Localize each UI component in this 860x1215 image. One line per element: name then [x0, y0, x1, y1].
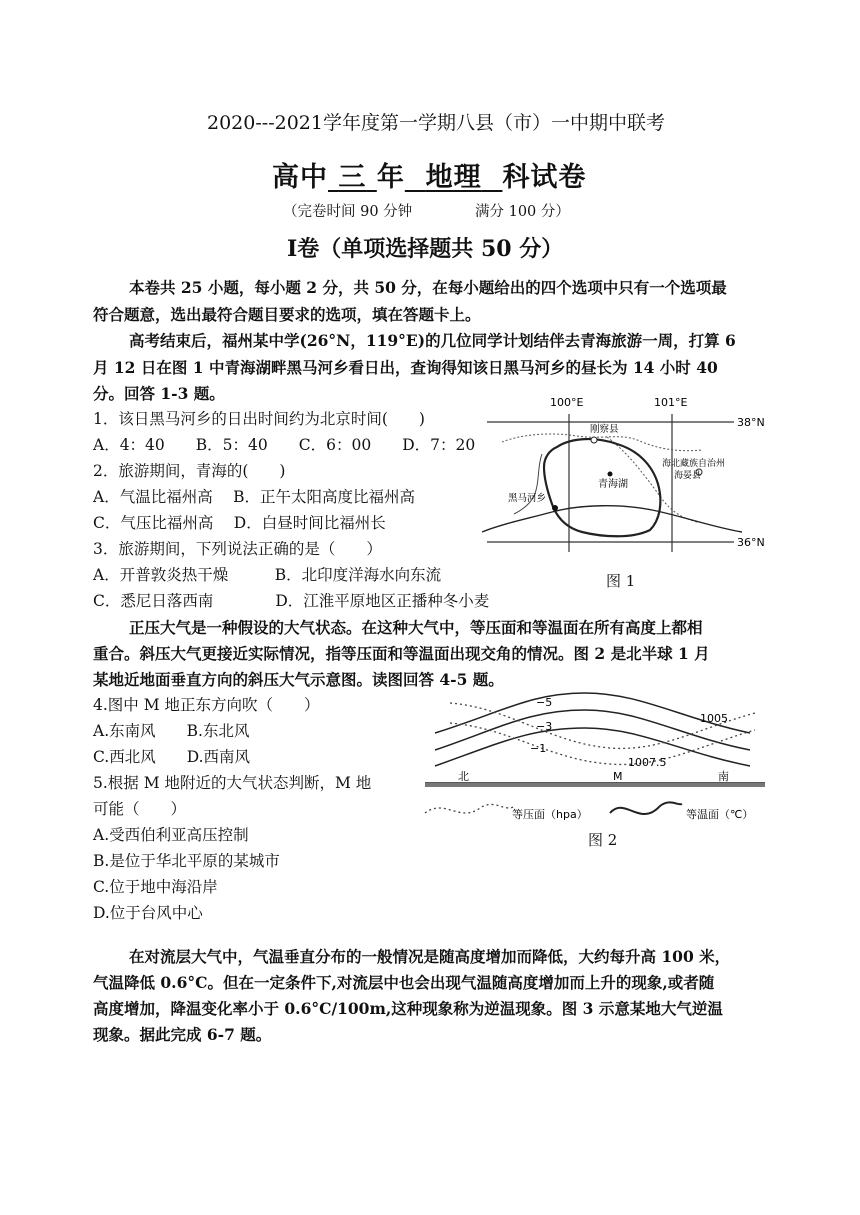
- q1-stem: 1．该日黑马河乡的日出时间约为北京时间( ): [93, 410, 425, 428]
- south-label: 南: [718, 770, 729, 783]
- passage1-line-1: 高考结束后，福州某中学(26°N，119°E)的几位同学计划结伴去青海旅游一周，打算 6: [129, 331, 736, 350]
- river: [514, 454, 542, 514]
- exam-title: [272, 155, 586, 194]
- q4-options-cd: C.西北风 D.西南风: [93, 748, 251, 766]
- lat-36-label: 36°N: [737, 536, 765, 549]
- passage3-line-3: 高度增加，降温变化率小于 0.6°C/100m,这种现象称为逆温现象。图 3 示意某地大气逆温: [93, 999, 723, 1018]
- north-label: 北: [458, 770, 469, 783]
- intro-line-1: 本卷共 25 小题，每小题 2 分，共 50 分，在每小题给出的四个选项中只有一个选项最: [129, 278, 727, 297]
- q2-options-ab: A．气温比福州高 B．正午太阳高度比福州高: [93, 488, 416, 506]
- q3-stem: 3．旅游期间，下列说法正确的是（ ）: [93, 540, 382, 558]
- haibei-label: 海北藏族自治州: [662, 459, 726, 469]
- isotherm-minus3-label: −3: [536, 720, 553, 733]
- legend-dotted-icon: [425, 804, 515, 813]
- isobar-10075-label: 1007.5: [628, 756, 667, 769]
- passage2-line-1: 正压大气是一种假设的大气状态。在这种大气中，等压面和等温面在所有高度上都相: [129, 618, 703, 637]
- figure-2-caption: 图 2: [588, 831, 618, 849]
- time-note: （完卷时间 90 分钟: [283, 204, 413, 220]
- q2-options-cd: C．气压比福州高 D．白昼时间比福州长: [93, 514, 386, 532]
- figure-2-diagram: [420, 688, 770, 828]
- passage3-line-2: 气温降低 0.6°C。但在一定条件下,对流层中也会出现气温随高度增加而上升的现象,或者随: [93, 973, 715, 992]
- exam-header: 2020---2021学年度第一学期八县（市）一中期中联考: [207, 112, 665, 134]
- q4-options-ab: A.东南风 B.东北风: [93, 722, 250, 740]
- q2-stem: 2．旅游期间，青海的( ): [93, 462, 286, 480]
- q5-option-b: B.是位于华北平原的某城市: [93, 852, 280, 870]
- passage2-line-3: 某地近地面垂直方向的斜压大气示意图。读图回答 4-5 题。: [93, 670, 504, 689]
- lat-38-label: 38°N: [737, 416, 765, 429]
- isobar-1005-label: 1005: [700, 712, 728, 725]
- isotherm-minus5-label: −5: [536, 696, 553, 709]
- passage1-line-3: 分。回答 1-3 题。: [93, 384, 225, 403]
- heimahe-label: 黑马河乡: [508, 493, 547, 504]
- q3-options-ab: A．开普敦炎热干燥 B．北印度洋海水向东流: [93, 566, 442, 584]
- haiyan-label: 海晏县: [674, 471, 702, 481]
- title-prefix: 高中: [272, 162, 328, 193]
- passage3-line-1: 在对流层大气中，气温垂直分布的一般情况是随高度增加而降低，大约每升高 100 米，: [129, 947, 731, 966]
- q4-stem: 4.图中 M 地正东方向吹（ ）: [93, 696, 320, 714]
- legend-temp-label: 等温面（℃）: [686, 808, 754, 821]
- title-mid: 年: [376, 162, 405, 193]
- gangcha-marker: [591, 437, 597, 443]
- legend-pressure-label: 等压面（hpa）: [512, 808, 588, 821]
- lon-101-label: 101°E: [654, 396, 688, 409]
- q3-options-cd: C．悉尼日落西南 D．江淮平原地区正播种冬小麦: [93, 592, 490, 610]
- q5-stem-2: 可能（ ）: [93, 800, 187, 818]
- m-label: M: [613, 770, 623, 783]
- q5-option-d: D.位于台风中心: [93, 904, 203, 922]
- lake-marker: [608, 472, 613, 477]
- isotherm-minus1-label: −1: [530, 742, 547, 755]
- lon-100-label: 100°E: [550, 396, 584, 409]
- title-suffix: 科试卷: [502, 162, 587, 193]
- title-grade: 三: [338, 162, 367, 193]
- q5-option-c: C.位于地中海沿岸: [93, 878, 218, 896]
- isobar-1005: [450, 703, 755, 748]
- figure-1-caption: 图 1: [606, 572, 636, 590]
- section-title: Ⅰ卷（单项选择题共 50 分）: [287, 236, 564, 262]
- q1-options: A．4：40 B．5：40 C．6：00 D．7：20: [93, 436, 476, 454]
- heimahe-marker: [552, 505, 558, 511]
- title-subject: 地理: [425, 162, 482, 193]
- ground-hatch: [425, 783, 765, 787]
- intro-line-2: 符合题意，选出最符合题目要求的选项，填在答题卡上。: [93, 305, 481, 324]
- passage2-line-2: 重合。斜压大气更接近实际情况，指等压面和等温面出现交角的情况。图 2 是北半球 1 月: [93, 644, 710, 663]
- score-note: 满分 100 分）: [475, 204, 570, 220]
- legend-solid-icon: [610, 802, 682, 814]
- passage1-line-2: 月 12 日在图 1 中青海湖畔黑马河乡看日出，查询得知该日黑马河乡的昼长为 14 小时 40: [93, 358, 718, 377]
- q5-stem-1: 5.根据 M 地附近的大气状态判断，M 地: [93, 774, 372, 792]
- q5-option-a: A.受西伯利亚高压控制: [93, 826, 249, 844]
- lake-label: 青海湖: [598, 479, 628, 490]
- gangcha-label: 刚察县: [590, 424, 619, 435]
- figure-1-map: [482, 392, 782, 562]
- passage3-line-4: 现象。据此完成 6-7 题。: [93, 1025, 272, 1044]
